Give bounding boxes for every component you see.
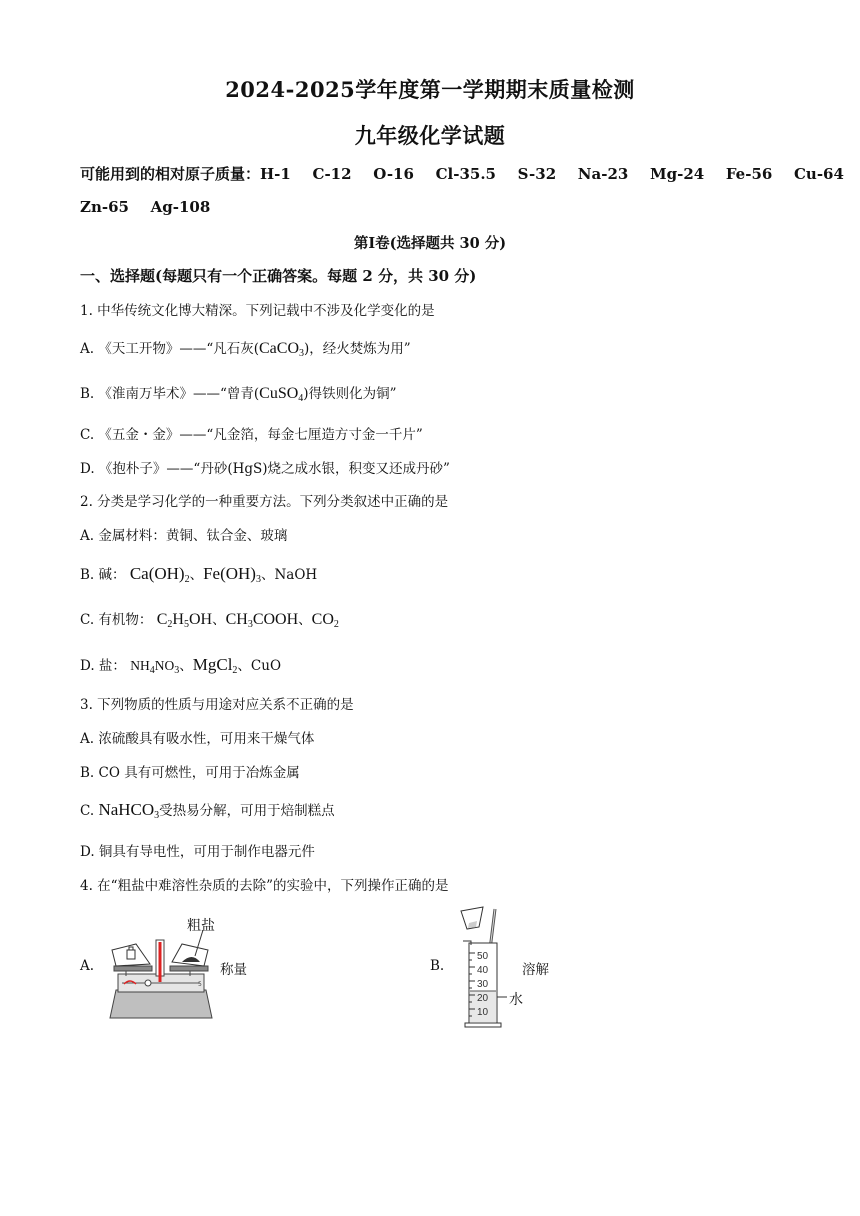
q2-option-b [80, 563, 317, 584]
q1-a-post: )，经火焚炼为用” [304, 341, 411, 357]
q2-d-formula-1: $NH_4NO_3$ [130, 658, 180, 676]
q3-option-b: B. CO 具有可燃性，可用于冶炼金属 [80, 765, 300, 781]
q2-c-sep-2: 、 [298, 612, 312, 628]
q2-c-formula-1: $C_2H_5OH$ [156, 611, 213, 630]
q1-a-pre: A. 《天工开物》——“凡石灰( [80, 341, 259, 357]
atomic-masses-line1: 可能用到的相对原子质量：H-1 C-12 O-16 Cl-35.5 S-32 Na-23 Mg-24 Fe-56 Cu-64 [80, 165, 844, 183]
scale-30: 30 [477, 979, 489, 990]
scale-40: 40 [477, 965, 489, 976]
q2-d-formula-2: MgCl$_2$ [192, 655, 238, 676]
q3-c-label: C. [80, 803, 95, 819]
q1-a-formula: CaCO$_3$ [259, 340, 304, 359]
q4-a-image-label: 粗盐 [187, 918, 215, 934]
part-title: 一、选择题(每题只有一个正确答案。每题 2 分，共 30 分) [80, 267, 477, 285]
q2-c-sep-1: 、 [212, 612, 226, 628]
q4-b-image-label: 水 [509, 992, 523, 1008]
q2-d-label: D. 盐： [80, 658, 126, 674]
atomic-masses-line2: Zn-65 Ag-108 [80, 198, 211, 216]
q4-stem: 4. 在“粗盐中难溶性杂质的去除”的实验中，下列操作正确的是 [80, 878, 449, 894]
q2-b-sep-1: 、 [189, 567, 204, 583]
exam-title: 2024-2025学年度第一学期期末质量检测 [225, 77, 635, 102]
q3-c-formula: NaHCO$_3$ [98, 800, 160, 821]
q3-stem: 3. 下列物质的性质与用途对应关系不正确的是 [80, 697, 354, 713]
q2-b-formula-2: $Fe(OH)_3$ [203, 564, 261, 585]
q1-stem: 1. 中华传统文化博大精深。下列记载中不涉及化学变化的是 [80, 303, 435, 319]
scale-10: 10 [477, 1007, 489, 1018]
q2-d-sep-2: 、CuO [237, 658, 282, 674]
q3-option-a: A. 浓硫酸具有吸水性，可用来干燥气体 [80, 731, 315, 747]
q1-option-b [80, 382, 396, 403]
q2-b-formula-1: $Ca(OH)_2$ [129, 564, 190, 585]
q1-option-a [80, 337, 411, 358]
q2-c-formula-3: $CO_2$ [311, 611, 339, 630]
q3-c-post: 受热易分解，可用于焙制糕点 [159, 803, 335, 819]
cylinder-scale [477, 950, 488, 1020]
volume-title: 第Ⅰ卷(选择题共 30 分) [353, 235, 507, 252]
q2-option-c [80, 608, 339, 629]
q2-b-sep-2: 、NaOH [260, 567, 318, 583]
q2-option-a: A. 金属材料：黄铜、钛合金、玻璃 [80, 528, 288, 544]
q4-b-caption: 溶解 [522, 962, 549, 978]
q1-b-post: )得铁则化为铜” [303, 386, 397, 402]
q1-b-formula: CuSO$_4$ [259, 385, 304, 404]
q2-c-label: C. 有机物： [80, 612, 153, 628]
q2-c-formula-2: $CH_3COOH$ [225, 611, 299, 630]
svg-text:5: 5 [198, 981, 202, 988]
exam-subtitle: 九年级化学试题 [354, 123, 506, 148]
q4-a-label: A. [80, 958, 95, 974]
q3-option-c [80, 799, 335, 820]
q2-option-d [80, 654, 281, 675]
scale-50: 50 [477, 951, 489, 962]
q3-option-d: D. 铜具有导电性，可用于制作电器元件 [80, 844, 315, 860]
q1-b-pre: B. 《淮南万毕术》——“曾青( [80, 386, 260, 402]
scale-20: 20 [477, 993, 489, 1004]
q1-option-d: D. 《抱朴子》——“丹砂(HgS)烧之成水银，积变又还成丹砂” [80, 461, 450, 477]
q4-b-label: B. [430, 958, 445, 974]
q2-b-label: B. 碱： [80, 567, 126, 583]
q4-a-caption: 称量 [220, 962, 247, 978]
q2-stem: 2. 分类是学习化学的一种重要方法。下列分类叙述中正确的是 [80, 494, 449, 510]
q2-d-sep-1: 、 [179, 658, 193, 674]
q1-option-c: C. 《五金・金》——“凡金箔，每金七厘造方寸金一千片” [80, 427, 423, 443]
